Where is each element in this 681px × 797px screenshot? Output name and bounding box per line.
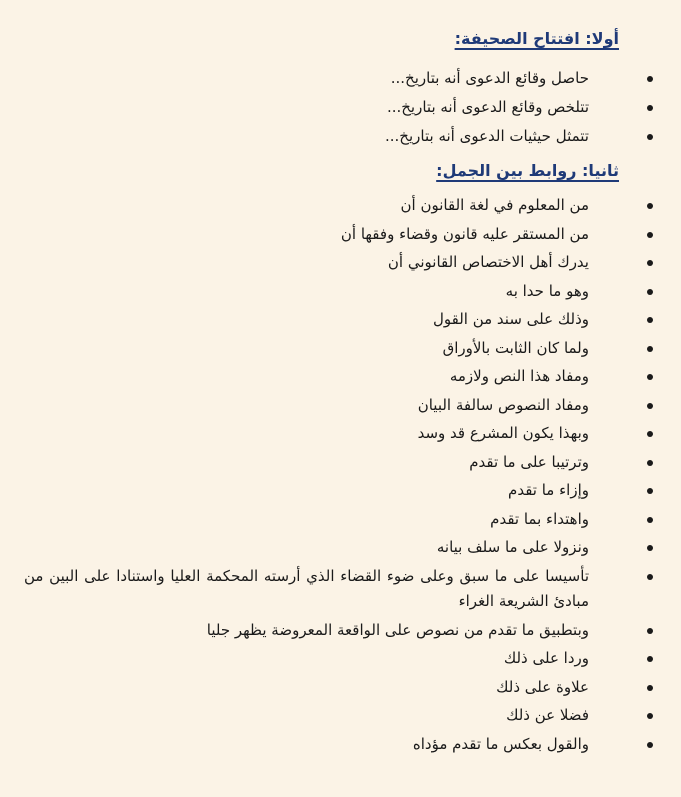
- list-item: ونزولا على ما سلف بيانه: [24, 533, 619, 562]
- list-item: يدرك أهل الاختصاص القانوني أن: [24, 248, 619, 277]
- list-item: وترتيبا على ما تقدم: [24, 448, 619, 477]
- bullet-icon: [647, 346, 653, 352]
- list-item: وهو ما حدا به: [24, 277, 619, 306]
- bullet-icon: [647, 105, 653, 111]
- section2-heading: ثانيا: روابط بين الجمل:: [436, 161, 619, 180]
- list-item: وردا على ذلك: [24, 644, 619, 673]
- list-item: علاوة على ذلك: [24, 673, 619, 702]
- bullet-icon: [647, 289, 653, 295]
- section1-list: [24, 64, 619, 151]
- bullet-icon: [647, 76, 653, 82]
- list-item: من المستقر عليه قانون وقضاء وفقها أن: [24, 220, 619, 249]
- bullet-icon: [647, 403, 653, 409]
- bullet-icon: [647, 317, 653, 323]
- bullet-icon: [647, 374, 653, 380]
- bullet-icon: [647, 517, 653, 523]
- bullet-icon: [647, 628, 653, 634]
- list-item: واهتداء بما تقدم: [24, 505, 619, 534]
- bullet-icon: [647, 488, 653, 494]
- bullet-icon: [647, 545, 653, 551]
- bullet-icon: [647, 431, 653, 437]
- bullet-icon: [647, 460, 653, 466]
- bullet-icon: [647, 742, 653, 748]
- bullet-icon: [647, 203, 653, 209]
- bullet-icon: [647, 685, 653, 691]
- list-item: ومفاد النصوص سالفة البيان: [24, 391, 619, 420]
- list-item: والقول بعكس ما تقدم مؤداه: [24, 730, 619, 759]
- list-item: حاصل وقائع الدعوى أنه بتاريخ...: [24, 64, 619, 93]
- list-item: تتمثل حيثيات الدعوى أنه بتاريخ...: [24, 122, 619, 151]
- list-item: وبهذا يكون المشرع قد وسد: [24, 419, 619, 448]
- bullet-icon: [647, 656, 653, 662]
- bullet-icon: [647, 713, 653, 719]
- list-item: ومفاد هذا النص ولازمه: [24, 362, 619, 391]
- list-item: تتلخص وقائع الدعوى أنه بتاريخ...: [24, 93, 619, 122]
- list-item: وذلك على سند من القول: [24, 305, 619, 334]
- list-item: وبتطبيق ما تقدم من نصوص على الواقعة المعروضة يظهر جليا: [24, 616, 619, 645]
- section2-list: [24, 191, 619, 758]
- bullet-icon: [647, 134, 653, 140]
- list-item: فضلا عن ذلك: [24, 701, 619, 730]
- list-item: وإزاء ما تقدم: [24, 476, 619, 505]
- bullet-icon: [647, 260, 653, 266]
- list-item: ولما كان الثابت بالأوراق: [24, 334, 619, 363]
- list-item: من المعلوم في لغة القانون أن: [24, 191, 619, 220]
- bullet-icon: [647, 574, 653, 580]
- bullet-icon: [647, 232, 653, 238]
- section1-heading: أولا: افتتاح الصحيفة:: [454, 29, 619, 48]
- list-item: تأسيسا على ما سبق وعلى ضوء القضاء الذي أرسته المحكمة العليا واستنادا على البين من مبادئ الشريعة الغراء: [24, 562, 619, 616]
